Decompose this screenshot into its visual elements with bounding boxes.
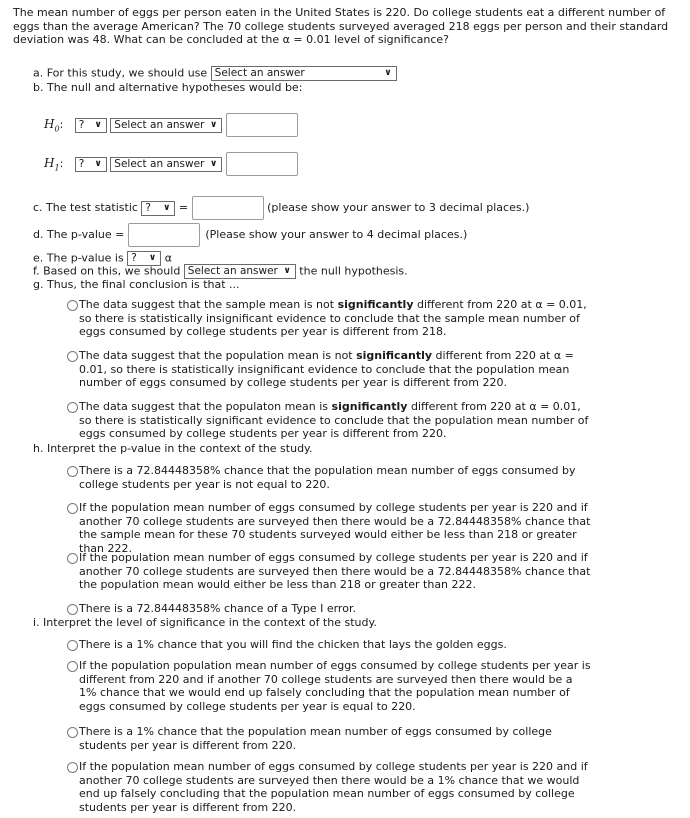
h1-symbol: $H_1$ bbox=[44, 156, 60, 173]
radio-button[interactable] bbox=[67, 640, 78, 651]
h1-relation-select[interactable]: Select an answer ∨ bbox=[110, 157, 222, 172]
chevron-down-icon: ∨ bbox=[384, 68, 392, 78]
h0-symbol: $H_0$ bbox=[44, 117, 60, 134]
test-statistic-input[interactable] bbox=[192, 196, 264, 220]
alpha-symbol: α bbox=[164, 251, 172, 265]
radio-button[interactable] bbox=[67, 762, 78, 773]
radio-button[interactable] bbox=[67, 503, 78, 514]
conclusion-option-2[interactable]: The data suggest that the population mean is not significantly different from 220 at α = 0.01, so there is statistically insignificant evidence to conclude that the population mean number of eggs consumed by college students per year is different from 220. bbox=[67, 349, 592, 390]
significance-interpretation-option-1[interactable]: There is a 1% chance that you will find the chicken that lays the golden eggs. bbox=[67, 638, 592, 652]
h0-relation-select[interactable]: Select an answer ∨ bbox=[110, 118, 222, 133]
radio-button[interactable] bbox=[67, 661, 78, 672]
significance-interpretation-option-3[interactable]: There is a 1% chance that the population mean number of eggs consumed by college students per year is different from 220. bbox=[67, 725, 592, 752]
h0-parameter-select[interactable]: ? ∨ bbox=[75, 118, 107, 133]
h0-colon: : bbox=[59, 118, 64, 131]
chevron-down-icon: ∨ bbox=[94, 119, 102, 130]
h1-value-input[interactable] bbox=[226, 152, 298, 176]
part-i-label: i. Interpret the level of significance in the context of the study. bbox=[33, 616, 377, 629]
radio-button[interactable] bbox=[67, 402, 78, 413]
part-d-note: (Please show your answer to 4 decimal places.) bbox=[205, 228, 468, 241]
test-statistic-select[interactable]: ? ∨ bbox=[141, 201, 175, 216]
part-c-label: c. The test statistic bbox=[33, 201, 138, 214]
part-c-row bbox=[33, 196, 529, 220]
decision-select[interactable]: Select an answer ∨ bbox=[184, 264, 296, 279]
p-value-input[interactable] bbox=[128, 223, 200, 247]
radio-button[interactable] bbox=[67, 727, 78, 738]
chevron-down-icon: ∨ bbox=[94, 158, 102, 169]
chevron-down-icon: ∨ bbox=[163, 202, 171, 213]
h1-parameter-select[interactable]: ? ∨ bbox=[75, 157, 107, 172]
study-type-select[interactable] bbox=[211, 66, 397, 81]
p-value-interpretation-option-2[interactable]: If the population mean number of eggs consumed by college students per year is 220 and if another 70 college students are surveyed then there would be a 72.84448358% chance that the sample mean for these 70 students surveyed would either be less than 218 or greater than 222. bbox=[67, 501, 602, 555]
p-value-interpretation-option-4[interactable]: There is a 72.84448358% chance of a Type I error. bbox=[67, 602, 602, 616]
h0-value-input[interactable] bbox=[226, 113, 298, 137]
part-f-row bbox=[33, 264, 408, 279]
equals-sign: = bbox=[178, 201, 189, 214]
problem-statement: The mean number of eggs per person eaten in the United States is 220. Do college students eat a different number of eggs than the average American? The 70 college students surveyed averaged 218 eggs per person and their standard deviation was 48. What can be concluded at the α = 0.01 level of significance? bbox=[13, 6, 669, 46]
chevron-down-icon: ∨ bbox=[148, 253, 157, 263]
h0-row bbox=[44, 113, 298, 137]
part-g-label: g. Thus, the final conclusion is that ... bbox=[33, 278, 240, 291]
part-d-row bbox=[33, 223, 467, 247]
part-a-label: a. For this study, we should use bbox=[33, 66, 208, 80]
part-a-row bbox=[33, 66, 397, 81]
radio-button[interactable] bbox=[67, 300, 78, 311]
part-c-note: (please show your answer to 3 decimal places.) bbox=[267, 201, 530, 214]
part-f-suffix: the null hypothesis. bbox=[299, 264, 408, 278]
radio-button[interactable] bbox=[67, 604, 78, 615]
conclusion-option-1[interactable]: The data suggest that the sample mean is not significantly different from 220 at α = 0.01, so there is statistically insignificant evidence to conclude that the sample mean number of eggs consumed by college students per year is different from 218. bbox=[67, 298, 592, 339]
part-e-label: e. The p-value is bbox=[33, 251, 124, 265]
h1-row bbox=[44, 152, 298, 176]
part-f-label: f. Based on this, we should bbox=[33, 264, 181, 278]
part-b-label: b. The null and alternative hypotheses would be: bbox=[33, 81, 303, 94]
p-value-interpretation-option-1[interactable]: There is a 72.84448358% chance that the population mean number of eggs consumed by college students per year is not equal to 220. bbox=[67, 464, 602, 491]
p-value-interpretation-option-3[interactable]: If the population mean number of eggs consumed by college students per year is 220 and if another 70 college students are surveyed then there would be a 72.84448358% chance that the population mean would either be less than 218 or greater than 222. bbox=[67, 551, 602, 592]
part-h-label: h. Interpret the p-value in the context of the study. bbox=[33, 442, 313, 455]
radio-button[interactable] bbox=[67, 553, 78, 564]
chevron-down-icon: ∨ bbox=[209, 158, 218, 169]
part-d-label: d. The p-value = bbox=[33, 228, 125, 241]
conclusion-option-3[interactable]: The data suggest that the populaton mean is significantly different from 220 at α = 0.01, so there is statistically significant evidence to conclude that the population mean number of eggs consumed by college students per year is different from 220. bbox=[67, 400, 592, 441]
radio-button[interactable] bbox=[67, 351, 78, 362]
significance-interpretation-option-2[interactable]: If the population population mean number of eggs consumed by college students per year is different from 220 and if another 70 college students are surveyed then there would be a 1% chance that we would end up falsely concluding that the population mean number of eggs consumed by college students per year is equal to 220. bbox=[67, 659, 592, 713]
study-type-select-value: Select an answer bbox=[214, 67, 305, 79]
radio-button[interactable] bbox=[67, 466, 78, 477]
p-value-comparison-select[interactable]: ? ∨ bbox=[127, 251, 161, 266]
significance-interpretation-option-4[interactable]: If the population mean number of eggs consumed by college students per year is 220 and if another 70 college students are surveyed then there would be a 1% chance that we would end up falsely concluding that the population mean number of eggs consumed by college students per year is different from 220. bbox=[67, 760, 592, 814]
chevron-down-icon: ∨ bbox=[209, 119, 218, 130]
h1-colon: : bbox=[59, 157, 64, 170]
chevron-down-icon: ∨ bbox=[283, 266, 291, 276]
